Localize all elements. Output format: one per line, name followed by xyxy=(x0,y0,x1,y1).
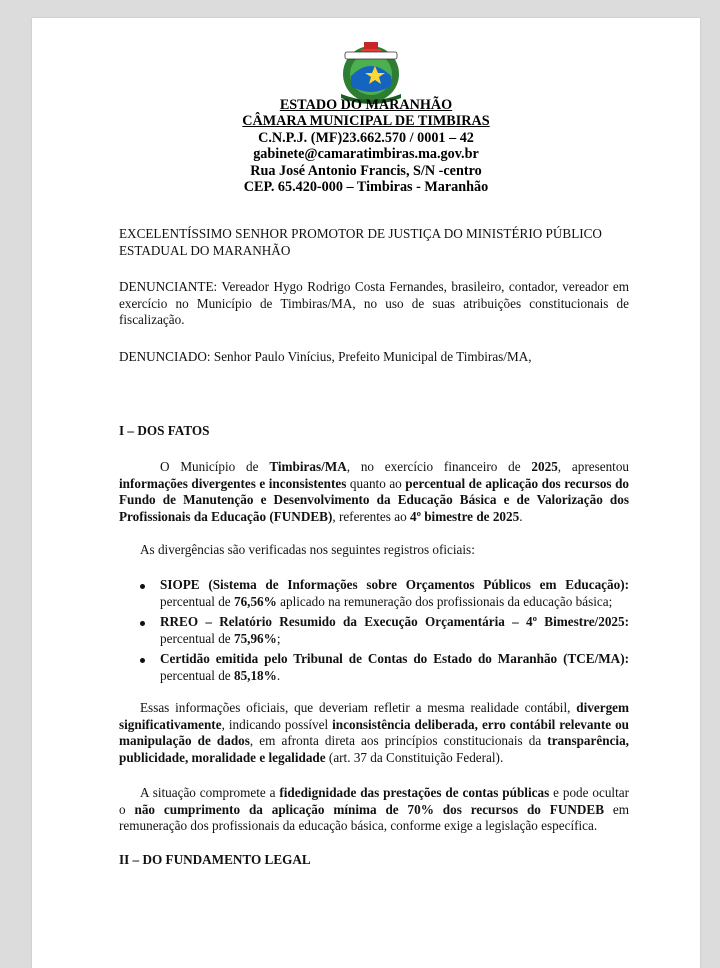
paragraph-inconsistency: Essas informações oficiais, que deveriam refletir a mesma realidade contábil, divergem significativamente, indicando possível inconsistência deliberada, erro contábil relevante ou manipulação de dados, em afronta direta aos princípios constitucionais da transparência, publicidade, moralidade e legalidade (art. 37 da Constituição Federal). xyxy=(119,700,630,765)
paragraph-situation: A situação compromete a fidedignidade das prestações de contas públicas e pode ocultar o não cumprimento da aplicação mínima de 70% dos recursos do FUNDEB em remuneração dos profissionais da educação básica, conforme exige a legislação específica. xyxy=(119,785,629,834)
document-page xyxy=(32,18,700,968)
paragraph-facts: O Município de Timbiras/MA, no exercício financeiro de 2025, apresentou informações divergentes e inconsistentes quanto ao percentual de aplicação dos recursos do Fundo de Manutenção e Desenvolvimento da Educação Básica e de Valorização dos Profissionais da Educação (FUNDEB), referentes ao 4º bimestre de 2025. xyxy=(119,459,630,524)
divergences-list xyxy=(119,577,629,689)
cep: CEP. 65.420-000 – Timbiras - Maranhão xyxy=(243,179,489,196)
addressee-line-2: ESTADUAL DO MARANHÃO xyxy=(119,242,291,258)
section-1-title: I – DOS FATOS xyxy=(119,423,210,438)
denunciante: DENUNCIANTE: Vereador Hygo Rodrigo Costa Fernandes, brasileiro, contador, vereador em exercício no Município de Timbiras/MA, no uso de suas atribuições constitucionais de fiscalização. xyxy=(119,279,629,328)
letterhead xyxy=(32,97,700,195)
addressee-line-1: EXCELENTÍSSIMO SENHOR PROMOTOR DE JUSTIÇA DO MINISTÉRIO PÚBLICO xyxy=(119,226,602,241)
email: gabinete@camaratimbiras.ma.gov.br xyxy=(253,146,479,163)
denunciado: DENUNCIADO: Senhor Paulo Vinícius, Prefeito Municipal de Timbiras/MA, xyxy=(119,349,532,364)
paragraph-divergences-intro: As divergências são verificadas nos seguintes registros oficiais: xyxy=(140,542,475,557)
state-name: ESTADO DO MARANHÃO xyxy=(279,97,453,113)
address: Rua José Antonio Francis, S/N -centro xyxy=(250,162,482,179)
list-item: Certidão emitida pelo Tribunal de Contas do Estado do Maranhão (TCE/MA): percentual de 85,18%. xyxy=(119,651,629,684)
section-2-title: II – DO FUNDAMENTO LEGAL xyxy=(119,852,311,867)
cnpj: C.N.P.J. (MF)23.662.570 / 0001 – 42 xyxy=(258,129,474,146)
chamber-name: CÂMARA MUNICIPAL DE TIMBIRAS xyxy=(242,113,490,130)
list-item: SIOPE (Sistema de Informações sobre Orçamentos Públicos em Educação): percentual de 76,56% aplicado na remuneração dos profissionais da educação básica; xyxy=(119,577,629,610)
list-item: RREO – Relatório Resumido da Execução Orçamentária – 4º Bimestre/2025: percentual de 75,96%; xyxy=(119,614,629,647)
addressee xyxy=(119,226,629,259)
